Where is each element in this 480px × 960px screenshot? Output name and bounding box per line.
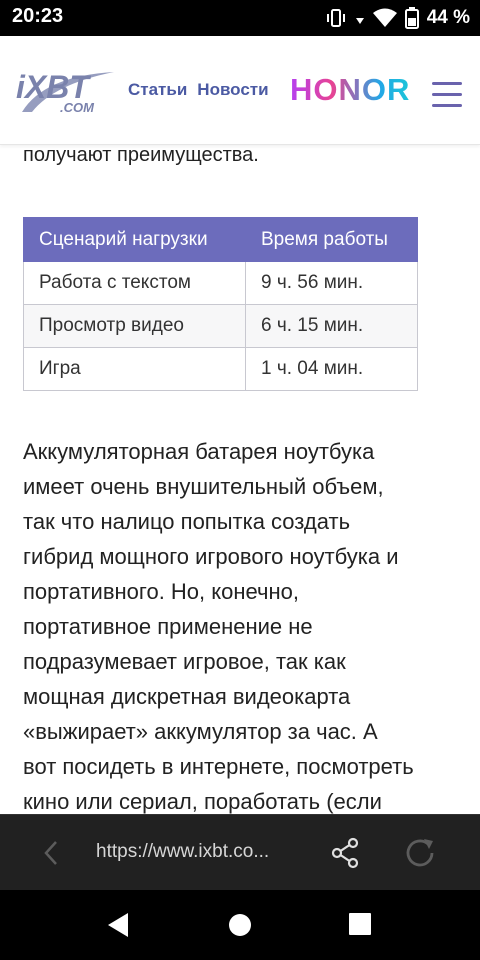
svg-text:.COM: .COM — [60, 100, 94, 115]
table-row — [24, 348, 418, 391]
data-arrows-icon — [355, 8, 365, 28]
reload-icon[interactable] — [402, 835, 438, 871]
status-time: 20:23 — [12, 5, 64, 27]
table-cell: Работа с текстом — [24, 262, 246, 305]
nav-home-icon[interactable] — [228, 913, 252, 937]
paragraph-line: портативного. Но, конечно, — [23, 579, 299, 604]
table-cell: Просмотр видео — [24, 305, 246, 348]
paragraph-line: кино или сериал, поработать (если — [23, 789, 382, 814]
status-icons — [325, 6, 470, 30]
battery-percent: 44 % — [426, 7, 470, 28]
battery-life-table — [23, 217, 418, 391]
site-header — [0, 36, 480, 145]
paragraph-line: гибрид мощного игрового ноутбука и — [23, 544, 399, 569]
table-header-scenario: Сценарий нагрузки — [24, 218, 246, 262]
table-cell: 9 ч. 56 мин. — [246, 262, 418, 305]
main-nav — [128, 80, 269, 100]
table-row — [24, 262, 418, 305]
battery-icon — [405, 7, 419, 29]
url-field[interactable]: https://www.ixbt.co... — [96, 841, 270, 862]
table-header-time: Время работы — [246, 218, 418, 262]
status-bar — [0, 0, 480, 36]
paragraph-line: «выжирает» аккумулятор за час. А — [23, 719, 378, 744]
article-content — [0, 144, 480, 814]
nav-back-icon[interactable] — [106, 912, 130, 938]
honor-logo[interactable]: HONOR — [290, 72, 411, 107]
paragraph-line: портативное применение не — [23, 614, 313, 639]
browser-toolbar — [0, 814, 480, 891]
wifi-icon — [373, 8, 397, 28]
paragraph-line: так что налицо попытка создать — [23, 509, 351, 534]
nav-recents-icon[interactable] — [349, 913, 371, 935]
table-header-row — [24, 218, 418, 262]
table-cell: 1 ч. 04 мин. — [246, 348, 418, 391]
paragraph-line: мощная дискретная видеокарта — [23, 684, 351, 709]
article-paragraph — [23, 434, 463, 814]
paragraph-line: вот посидеть в интернете, посмотреть — [23, 754, 414, 779]
paragraph-line: имеет очень внушительный объем, — [23, 474, 384, 499]
article-text-line: получают преимущества. — [23, 144, 259, 166]
hamburger-menu-icon[interactable] — [432, 82, 462, 108]
nav-news[interactable]: Новости — [197, 80, 269, 99]
back-icon[interactable] — [40, 839, 64, 867]
paragraph-line: подразумевает игровое, так как — [23, 649, 346, 674]
system-nav-bar — [0, 890, 480, 960]
share-icon[interactable] — [330, 837, 360, 869]
ixbt-logo[interactable] — [14, 66, 118, 118]
svg-text:iXBT: iXBT — [16, 69, 89, 105]
paragraph-line: Аккумуляторная батарея ноутбука — [23, 439, 375, 464]
table-row — [24, 305, 418, 348]
nav-articles[interactable]: Статьи — [128, 80, 188, 99]
table-cell: Игра — [24, 348, 246, 391]
table-cell: 6 ч. 15 мин. — [246, 305, 418, 348]
vibrate-icon — [325, 8, 347, 28]
